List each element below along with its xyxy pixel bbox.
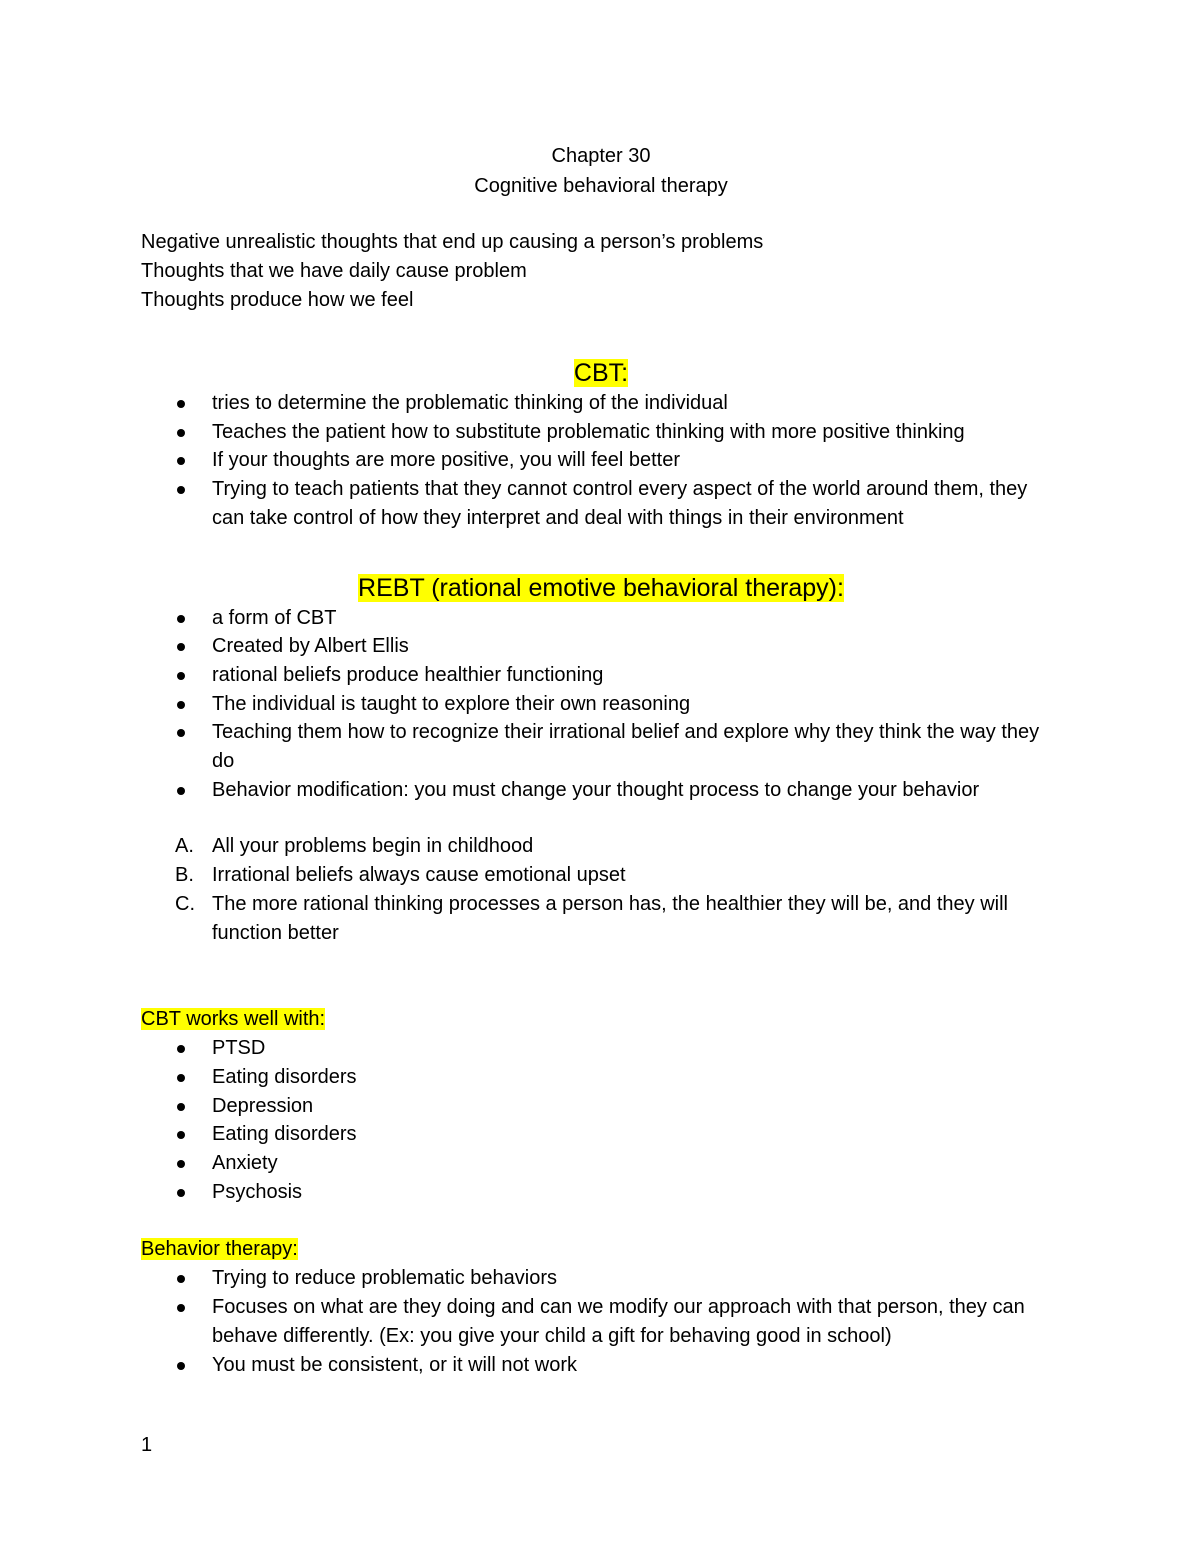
page-number: 1 [141,1434,153,1456]
list-item: You must be consistent, or it will not work [141,1351,1061,1380]
cbt-list [141,389,1061,533]
list-item: tries to determine the problematic thinking of the individual [141,389,1061,418]
cbt-works-heading: CBT works well with: [141,1008,326,1031]
rebt-heading-line [141,572,1061,604]
list-item: rational beliefs produce healthier functioning [141,661,1061,690]
list-item: The individual is taught to explore their own reasoning [141,690,1061,719]
lettered-item [141,832,1061,861]
rebt-list [141,604,1061,805]
cbt-works-list [141,1034,1061,1206]
list-item: Anxiety [141,1149,1061,1178]
list-item: Eating disorders [141,1120,1061,1149]
intro-line: Thoughts that we have daily cause problem [141,260,527,282]
intro-line: Negative unrealistic thoughts that end up causing a person’s problems [141,231,764,253]
list-item: If your thoughts are more positive, you will feel better [141,446,1061,475]
chapter-subtitle: Cognitive behavioral therapy [474,175,728,197]
list-item: Trying to reduce problematic behaviors [141,1264,1061,1293]
behavior-heading-line [141,1235,1061,1264]
list-item: Psychosis [141,1178,1061,1207]
rebt-lettered-list [141,832,1061,947]
lettered-item [141,861,1061,890]
item-text: Irrational beliefs always cause emotional upset [212,864,626,887]
cbt-heading: CBT: [573,359,629,387]
behavior-list [141,1264,1061,1379]
item-text: The more rational thinking processes a person has, the healthier they will be, and they will function better [212,892,1008,944]
list-item: Created by Albert Ellis [141,632,1061,661]
behavior-heading: Behavior therapy: [141,1238,298,1261]
list-item: Teaching them how to recognize their irrational belief and explore why they think the way they do [141,718,1061,775]
list-item: a form of CBT [141,604,1061,633]
list-item: Teaches the patient how to substitute problematic thinking with more positive thinking [141,418,1061,447]
intro-paragraph [141,228,1061,315]
list-item: Behavior modification: you must change your thought process to change your behavior [141,776,1061,805]
intro-line: Thoughts produce how we feel [141,289,414,311]
item-letter: A. [175,835,194,858]
list-item: PTSD [141,1034,1061,1063]
page-content [141,141,1061,1379]
list-item: Focuses on what are they doing and can we modify our approach with that person, they can behave differently. (Ex: you give your child a gift for behaving good in school) [141,1293,1061,1350]
cbt-heading-line [141,357,1061,389]
cbt-works-heading-line [141,1005,1061,1034]
list-item: Trying to teach patients that they cannot control every aspect of the world around them, they can take control of how they interpret and deal with things in their environment [141,475,1061,532]
item-letter: C. [175,892,195,915]
list-item: Depression [141,1092,1061,1121]
item-text: All your problems begin in childhood [212,835,534,858]
rebt-heading: REBT (rational emotive behavioral therapy): [358,573,844,602]
list-item: Eating disorders [141,1063,1061,1092]
chapter-title: Chapter 30 [551,145,651,167]
lettered-item [141,890,1061,947]
item-letter: B. [175,864,194,887]
